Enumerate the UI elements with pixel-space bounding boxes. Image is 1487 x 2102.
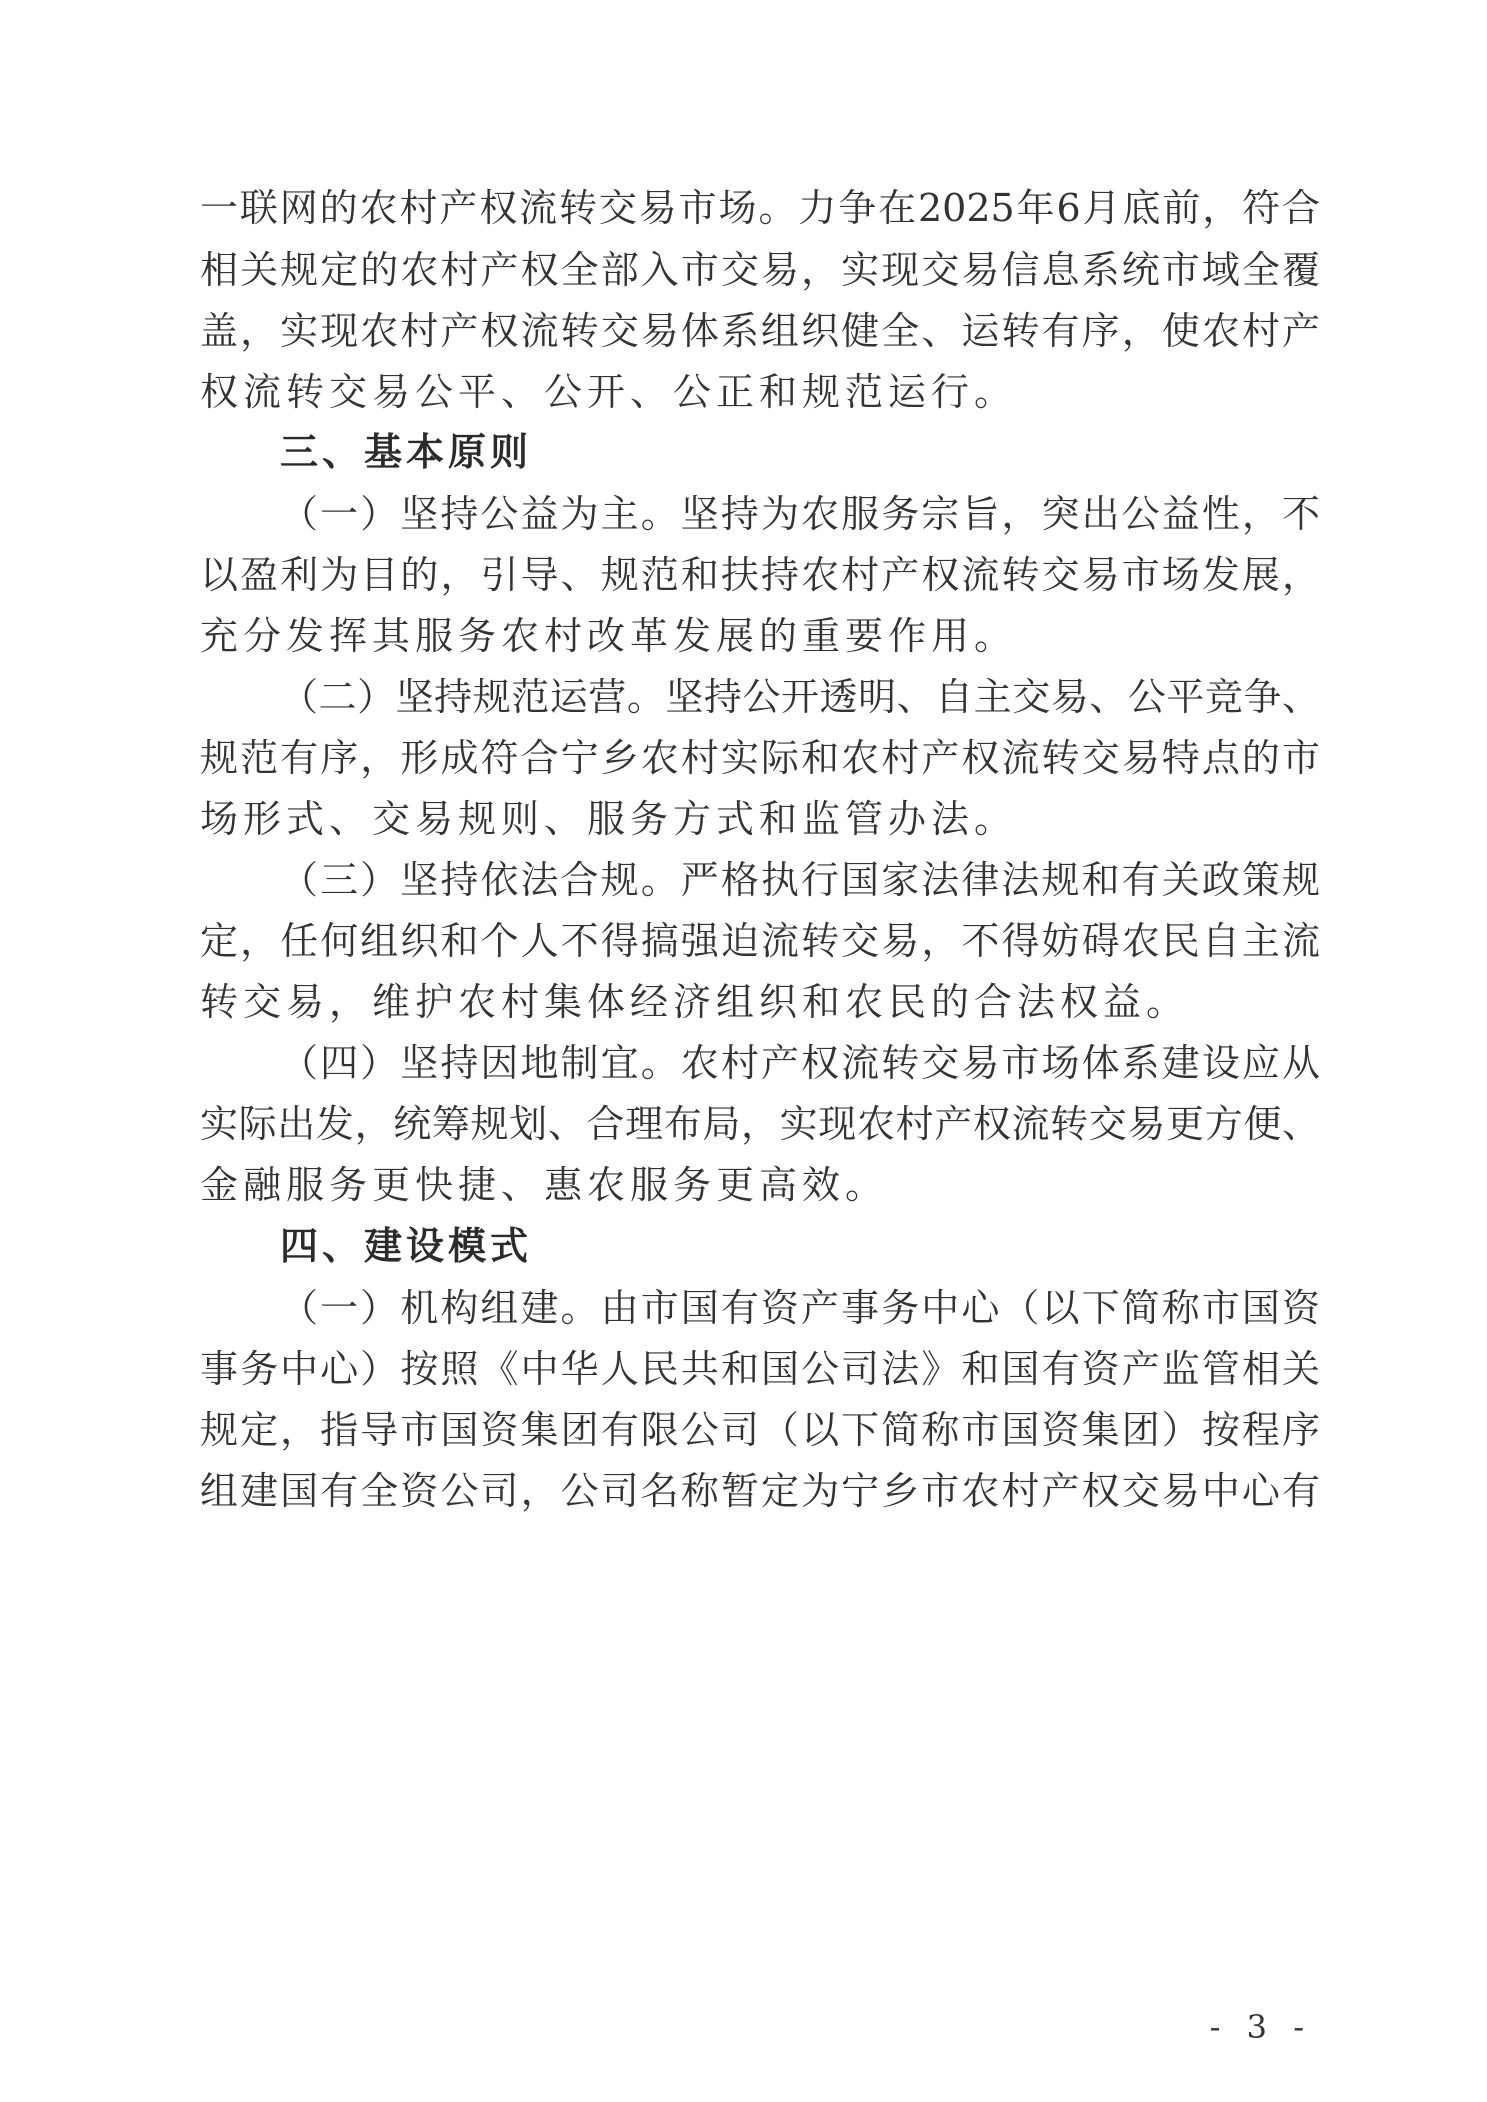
paragraph-line: 规范有序，形成符合宁乡农村实际和农村产权流转交易特点的市 [200, 736, 1320, 780]
paragraph-line: （二）坚持规范运营。坚持公开透明、自主交易、公平竞争、 [280, 675, 1320, 719]
paragraph-line: （一）机构组建。由市国有资产事务中心（以下简称市国资 [280, 1286, 1320, 1330]
paragraph-line: 金融服务更快捷、惠农服务更高效。 [200, 1163, 889, 1207]
paragraph-line: 一联网的农村产权流转交易市场。力争在2025年6月底前，符合 [200, 186, 1320, 230]
paragraph-line: 充分发挥其服务农村改革发展的重要作用。 [200, 614, 1018, 658]
paragraph-line: （三）坚持依法合规。严格执行国家法律法规和有关政策规 [280, 858, 1320, 902]
paragraph-line: 权流转交易公平、公开、公正和规范运行。 [200, 370, 1018, 414]
paragraph-line: 场形式、交易规则、服务方式和监管办法。 [200, 797, 1018, 841]
paragraph-line: 相关规定的农村产权全部入市交易，实现交易信息系统市域全覆 [200, 248, 1320, 292]
paragraph-line: 规定，指导市国资集团有限公司（以下简称市国资集团）按程序 [200, 1408, 1320, 1452]
page-number: - 3 - [1209, 2008, 1312, 2046]
paragraph-line: 盖，实现农村产权流转交易体系组织健全、运转有序，使农村产 [200, 309, 1320, 353]
paragraph-line: 实际出发，统筹规划、合理布局，实现农村产权流转交易更方便、 [200, 1102, 1320, 1146]
paragraph-line: （四）坚持因地制宜。农村产权流转交易市场体系建设应从 [280, 1041, 1320, 1085]
paragraph-line: 转交易，维护农村集体经济组织和农民的合法权益。 [200, 980, 1190, 1024]
paragraph-line: （一）坚持公益为主。坚持为农服务宗旨，突出公益性，不 [280, 492, 1320, 536]
paragraph-line: 事务中心）按照《中华人民共和国公司法》和国有资产监管相关 [200, 1347, 1320, 1391]
paragraph-line: 组建国有全资公司，公司名称暂定为宁乡市农村产权交易中心有 [200, 1469, 1320, 1513]
paragraph-line: 以盈利为目的，引导、规范和扶持农村产权流转交易市场发展， [200, 553, 1320, 597]
section-heading: 四、建设模式 [280, 1224, 533, 1268]
paragraph-line: 定，任何组织和个人不得搞强迫流转交易，不得妨碍农民自主流 [200, 919, 1320, 963]
section-heading: 三、基本原则 [280, 430, 533, 474]
